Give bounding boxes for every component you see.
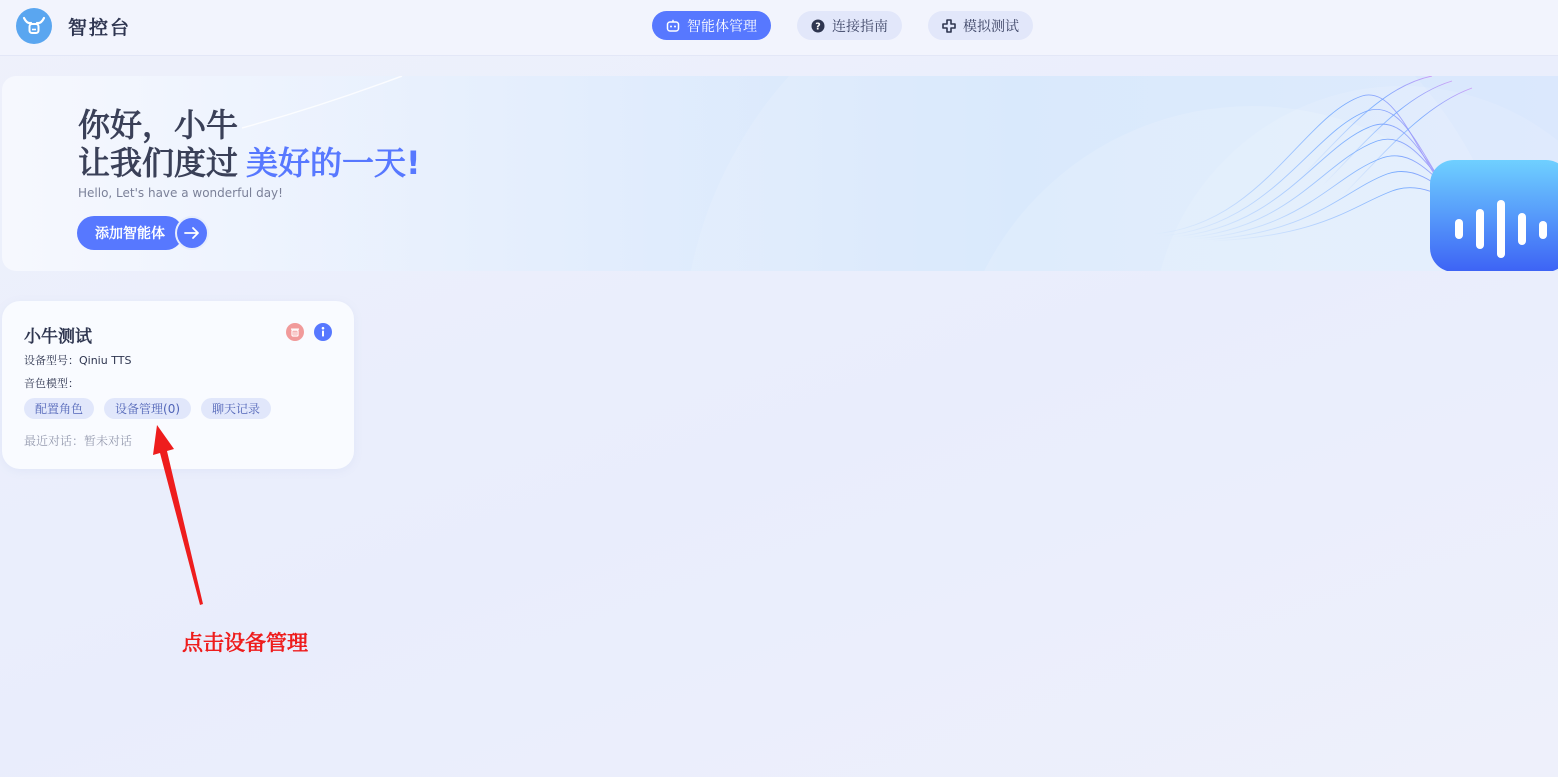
greeting-line-2-prefix: 让我们度过	[78, 144, 239, 182]
device-management-button[interactable]: 设备管理(0)	[104, 398, 191, 419]
nav-agent-management-label: 智能体管理	[687, 18, 757, 35]
svg-text:?: ?	[815, 21, 821, 32]
add-agent-button-label: 添加智能体	[77, 216, 183, 250]
annotation-arrow	[153, 425, 203, 605]
device-model-label: 设备型号：	[24, 354, 79, 367]
voice-model-label: 音色模型：	[24, 377, 79, 390]
agent-name: 小牛测试	[24, 327, 92, 347]
annotation-text: 点击设备管理	[182, 631, 308, 655]
configure-role-button[interactable]: 配置角色	[24, 398, 94, 419]
chat-history-button[interactable]: 聊天记录	[201, 398, 271, 419]
greeting-line-2-highlight: 美好的一天!	[246, 144, 421, 182]
nav-connection-guide-label: 连接指南	[832, 18, 888, 35]
greeting-subtitle: Hello, Let's have a wonderful day!	[78, 186, 283, 200]
last-chat-label: 最近对话：	[24, 434, 85, 448]
app-title: 智控台	[68, 17, 132, 39]
last-chat-value: 暂未对话	[84, 434, 133, 448]
greeting-line-1: 你好，小牛	[78, 106, 239, 144]
device-model-value: Qiniu TTS	[79, 354, 132, 367]
nav-simulation-test-label: 模拟测试	[963, 18, 1019, 35]
